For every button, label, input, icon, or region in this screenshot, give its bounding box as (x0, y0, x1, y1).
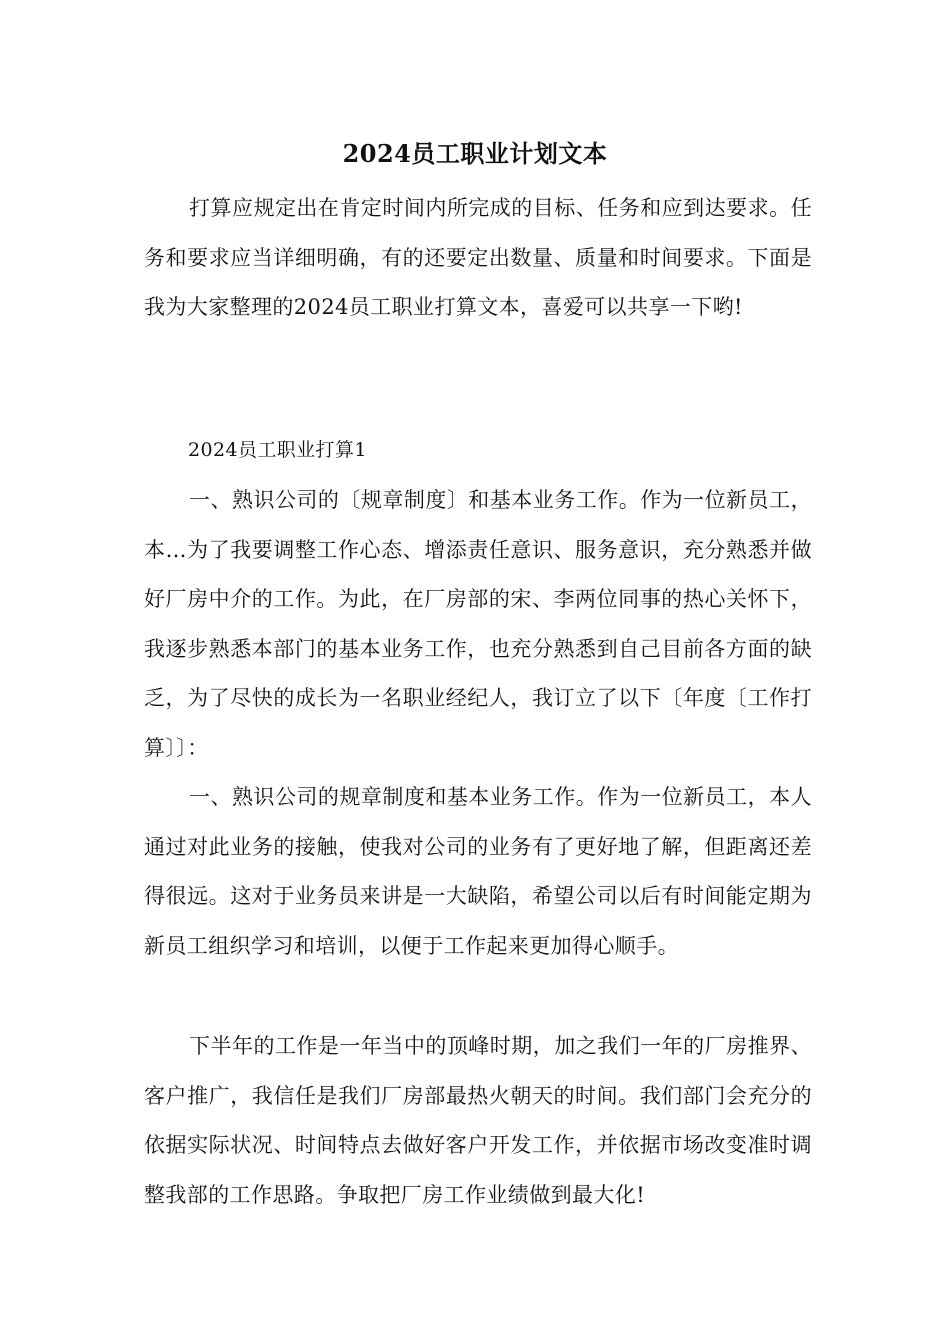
paragraph-1-text: 一、熟识公司的〔规章制度〕和基本业务工作。作为一位新员工，本…为了我要调整工作心态、增添责任意识、服务意识，充分熟悉并做好厂房中介的工作。为此，在厂房部的宋、李两位同事的热心关怀下，我逐步熟悉本部门的基本业务工作，也充分熟悉到自己目前各方面的缺乏，为了尽快的成长为一名职业经纪人，我订立了以下〔年度〔工作打算〕〕： (144, 488, 812, 760)
paragraph-3-text: 下半年的工作是一年当中的顶峰时期，加之我们一年的厂房推界、客户推广，我信任是我们厂房部最热火朝天的时间。我们部门会充分的依据实际状况、时间特点去做好客户开发工作，并依据市场改变准时调整我部的工作思路。争取把厂房工作业绩做到最大化! (144, 1034, 812, 1207)
document-title: 2024员工职业计划文本 (342, 139, 608, 168)
intro-text: 打算应规定出在肯定时间内所完成的目标、任务和应到达要求。任务和要求应当详细明确，有的还要定出数量、质量和时间要求。下面是我为大家整理的2024员工职业打算文本，喜爱可以共享一下哟! (144, 196, 812, 319)
paragraph-2-text: 一、熟识公司的规章制度和基本业务工作。作为一位新员工，本人通过对此业务的接触，使我对公司的业务有了更好地了解，但距离还差得很远。这对于业务员来讲是一大缺陷，希望公司以后有时间能定期为新员工组织学习和培训，以便于工作起来更加得心顺手。 (144, 785, 812, 958)
paragraph-3 (144, 1022, 812, 1220)
intro-paragraph (144, 184, 812, 333)
section-heading: 2024员工职业打算1 (188, 439, 367, 461)
paragraph-2 (144, 773, 812, 971)
paragraph-1 (144, 476, 812, 773)
